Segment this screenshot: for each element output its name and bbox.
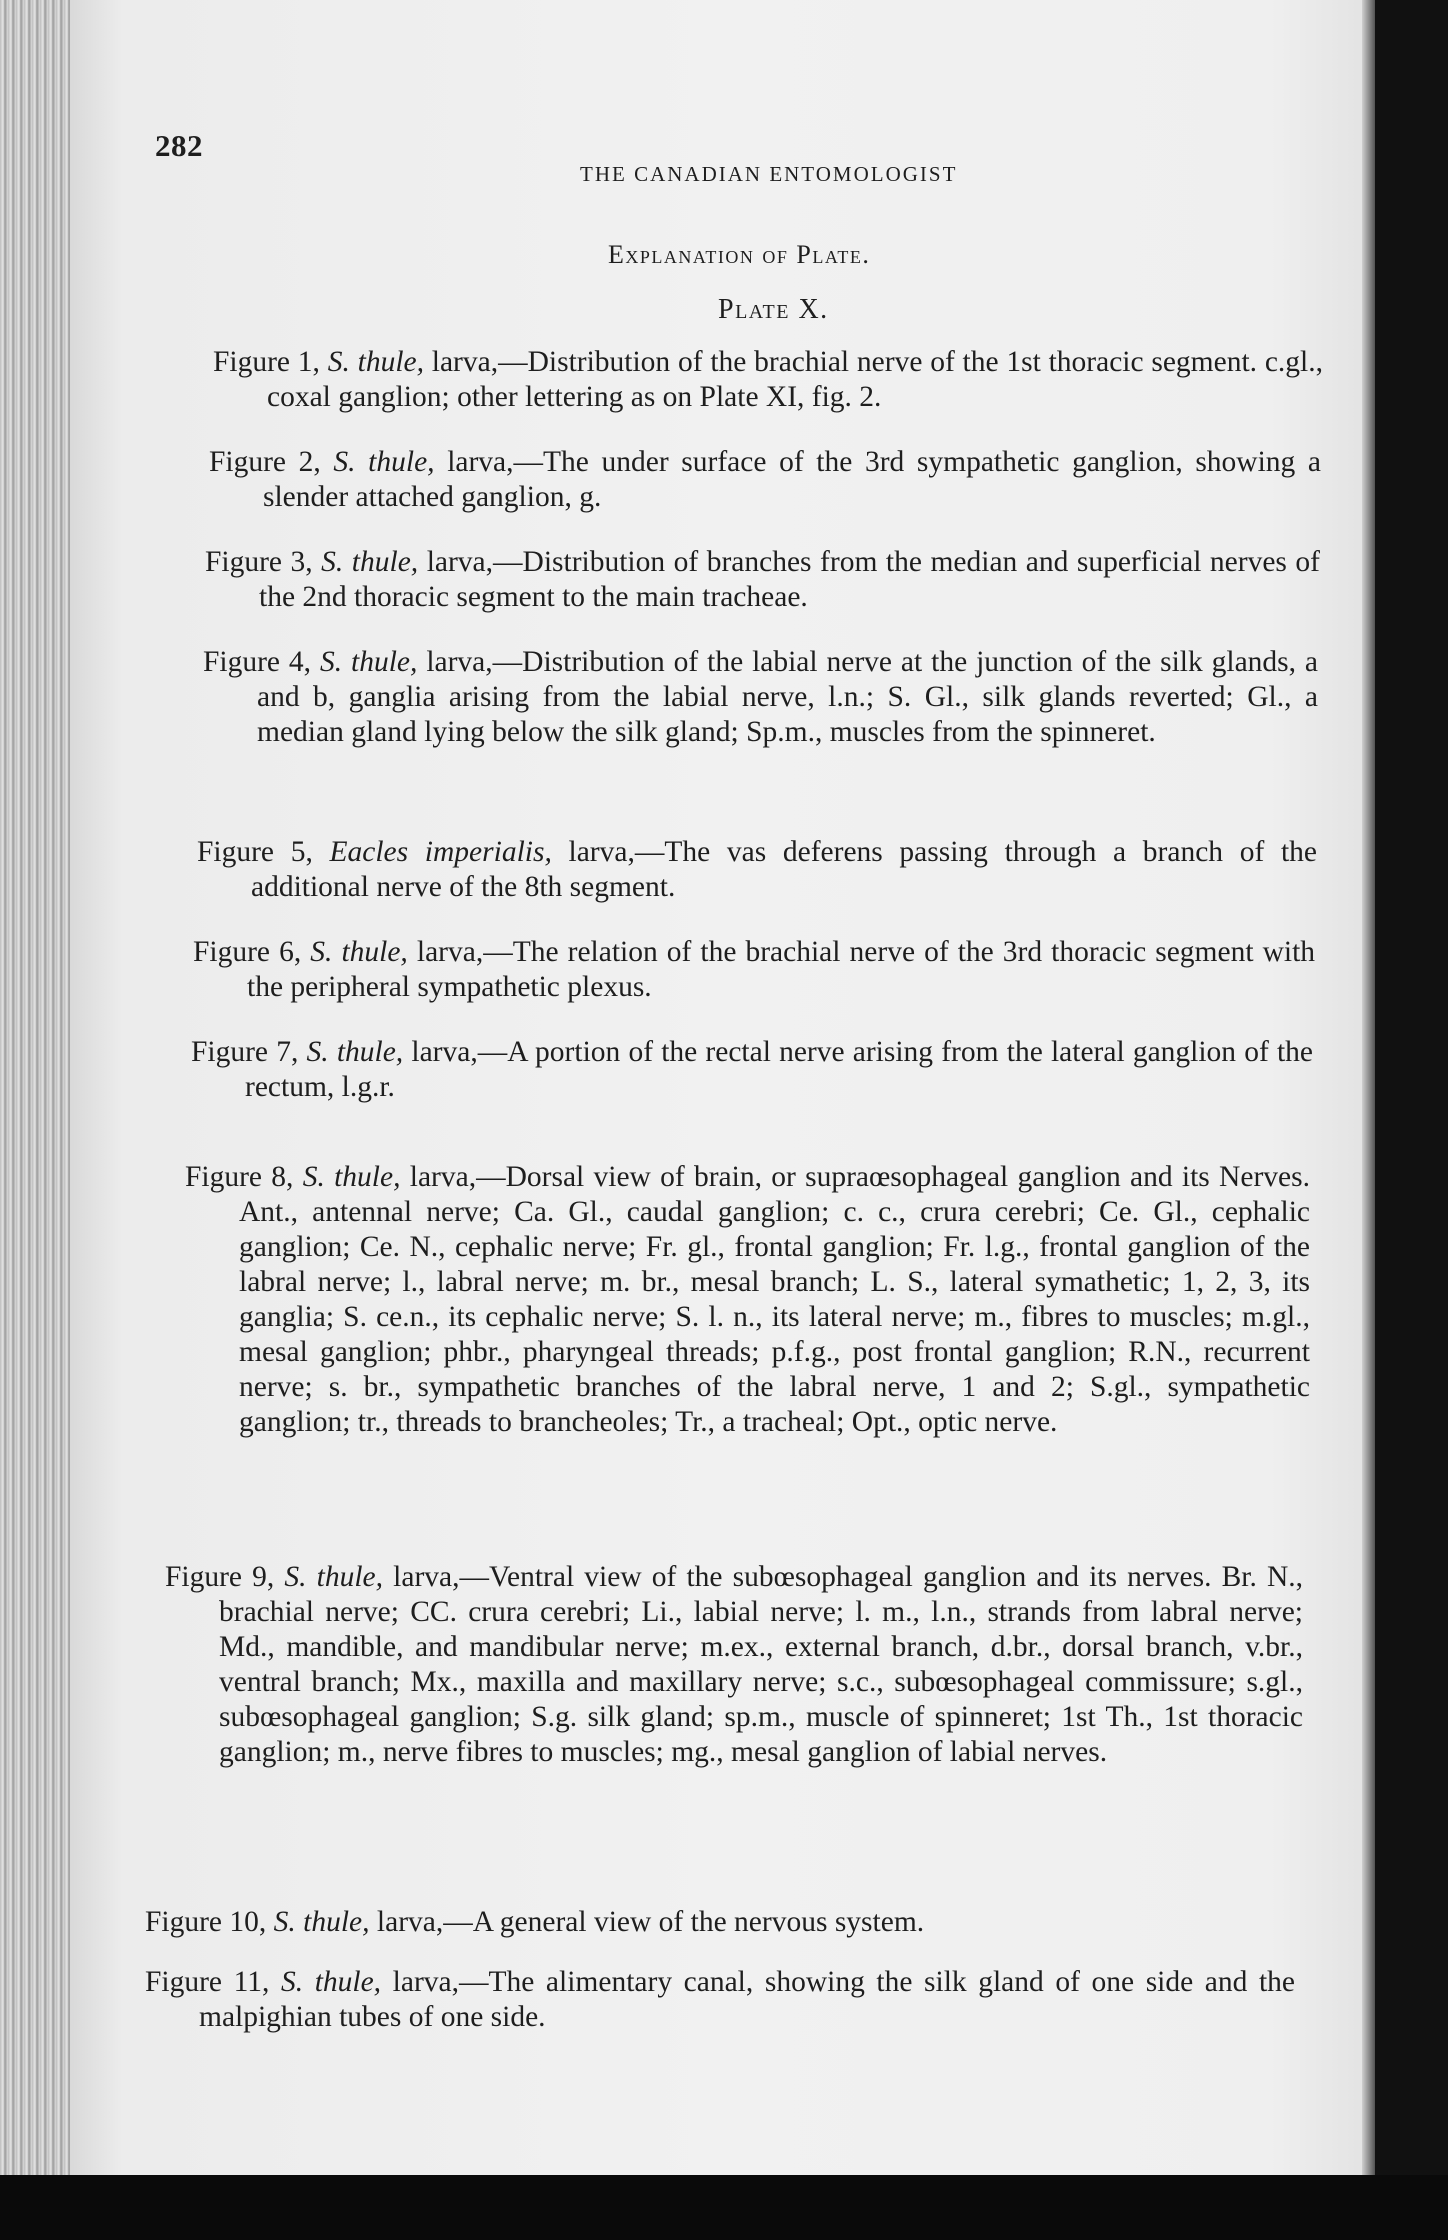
figure-5-text: larva,—The vas deferens passing through a branch of the additional nerve of the 8th segment. [251, 836, 1318, 903]
figure-10-label: Figure 10, [145, 1906, 267, 1938]
figure-8-label: Figure 8, [185, 1161, 294, 1193]
figure-2-label: Figure 2, [209, 446, 321, 478]
figure-1-label: Figure 1, [213, 346, 320, 378]
figure-9-text: larva,—Ventral view of the subœsophageal ganglion and its nerves. Br. N., brachial nerve; CC. crura cerebri; Li., labial nerve; l. m., l.n., strands from labral nerve; Md., mandible, and mandibular nerve; m.ex., external branch, d.br., dorsal branch, v.br., ventral branch; Mx., maxilla and maxillary nerve; s.c., subœsophageal commissure; s.gl., subœsophageal ganglion; S.g. silk gland; sp.m., muscle of spinneret; 1st Th., 1st thoracic ganglion; m., nerve fibres to muscles; mg., mesal ganglion of labial nerves. [219, 1561, 1303, 1768]
figure-8-species: S. thule, [302, 1161, 401, 1193]
figure-11-label: Figure 11, [145, 1966, 270, 1998]
figure-3-label: Figure 3, [205, 546, 313, 578]
figure-4-text: larva,—Distribution of the labial nerve at the junction of the silk glands, a and b, ganglia arising from the labial nerve, l.n.; S. Gl., silk glands reverted; Gl., a median gland lying below the silk gland; Sp.m., muscles from the spinneret. [257, 646, 1319, 748]
page-number: 282 [155, 128, 203, 163]
figure-8-text: larva,—Dorsal view of brain, or supraœsophageal ganglion and its Nerves. Ant., antennal nerve; Ca. Gl., caudal ganglion; c. c., crura cerebri; Ce. Gl., cephalic ganglion; Ce. N., cephalic nerve; Fr. gl., frontal ganglion; Fr. l.g., frontal ganglion of the labral nerve; l., labral nerve; m. br., mesal branch; L. S., lateral symathetic; 1, 2, 3, its ganglia; S. ce.n., its cephalic nerve; S. l. n., its lateral nerve; m., fibres to muscles; m.gl., mesal ganglion; phbr., pharyngeal threads; p.f.g., post frontal ganglion; R.N., recurrent nerve; s. br., sympathetic branches of the labral nerve, 1 and 2; S.gl., sympathetic ganglion; tr., threads to brancheoles; Tr., a tracheal; Opt., optic nerve. [239, 1161, 1310, 1438]
explanation-title: Explanation of Plate. [608, 240, 871, 269]
figure-7-label: Figure 7, [191, 1036, 299, 1068]
figure-5-label: Figure 5, [197, 836, 313, 868]
figure-3-species: S. thule, [321, 546, 419, 578]
plate-title: Plate X. [718, 294, 829, 325]
scan-background-right [1375, 0, 1448, 2240]
figure-5-species: Eacles imperialis, [329, 836, 552, 868]
page-edge-stack [0, 0, 70, 2175]
figure-3-text: larva,—Distribution of branches from the median and superficial nerves of the 2nd thoracic segment to the main tracheae. [259, 546, 1320, 613]
figure-10-species: S. thule, [273, 1906, 370, 1938]
figure-7-text: larva,—A portion of the rectal nerve arising from the lateral ganglion of the rectum, l.g.r. [245, 1036, 1314, 1103]
figure-7-species: S. thule, [306, 1036, 404, 1068]
figure-9-species: S. thule, [284, 1561, 384, 1593]
figure-1-species: S. thule, [327, 346, 424, 378]
figure-5-entry [197, 835, 1317, 905]
figure-11-text: larva,—The alimentary canal, showing the silk gland of one side and the malpighian tubes of one side. [199, 1966, 1296, 2033]
figure-6-label: Figure 6, [193, 936, 302, 968]
figure-11-species: S. thule, [280, 1966, 382, 1998]
figure-4-entry [203, 645, 1318, 750]
scan-background-bottom [0, 2175, 1448, 2240]
figure-3-entry [205, 545, 1320, 615]
figure-10-text: larva,—A general view of the nervous system. [376, 1906, 925, 1938]
figure-7-entry [191, 1035, 1313, 1105]
figure-4-label: Figure 4, [203, 646, 312, 678]
figure-6-entry [193, 935, 1315, 1005]
figure-9-label: Figure 9, [165, 1561, 275, 1593]
figure-2-entry [209, 445, 1321, 515]
figure-2-text: larva,—The under surface of the 3rd sympathetic ganglion, showing a slender attached ganglion, g. [263, 446, 1322, 513]
figure-6-text: larva,—The relation of the brachial nerve of the 3rd thoracic segment with the peripheral sympathetic plexus. [247, 936, 1316, 1003]
figure-8-entry [185, 1160, 1310, 1440]
figure-2-species: S. thule, [333, 446, 435, 478]
figure-1-entry [213, 345, 1323, 415]
figure-11-entry [145, 1965, 1295, 2035]
figure-10-entry [145, 1905, 1295, 1940]
figure-9-entry [165, 1560, 1303, 1770]
figure-4-species: S. thule, [319, 646, 418, 678]
page-gutter-shadow [1362, 0, 1376, 2175]
figure-6-species: S. thule, [310, 936, 408, 968]
figure-1-text: larva,—Distribution of the brachial nerve of the 1st thoracic segment. c.gl., coxal ganglion; other lettering as on Plate XI, fig. 2. [267, 346, 1323, 413]
running-head: THE CANADIAN ENTOMOLOGIST [580, 162, 958, 186]
